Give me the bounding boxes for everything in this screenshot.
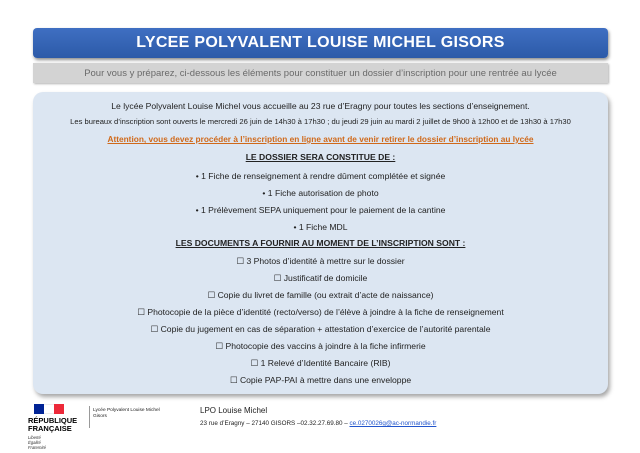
- french-flag-icon: [34, 404, 64, 414]
- subtitle-bar: [33, 63, 608, 83]
- lycee-caption-line: Lycée Polyvalent Louise Michel: [93, 408, 160, 413]
- address-text: 23 rue d’Eragny – 27140 GISORS –02.32.27.69.80 –: [200, 420, 348, 427]
- school-name: LPO Louise Michel: [200, 406, 268, 415]
- dossier-heading: LE DOSSIER SERA CONSTITUE DE :: [245, 152, 396, 162]
- dossier-item: • 1 Fiche autorisation de photo: [262, 188, 379, 198]
- document-item: ☐ Copie du livret de famille (ou extrait d’acte de naissance): [207, 290, 434, 300]
- motto-egalite: Égalité: [28, 440, 41, 445]
- info-panel: [33, 92, 608, 394]
- warning-text: Attention, vous devez procéder à l’inscription en ligne avant de venir retirer le dossier d’inscription au lycée: [107, 134, 534, 144]
- page-title-banner: [33, 28, 608, 58]
- document-item: ☐ Copie du jugement en cas de séparation + attestation d’exercice de l’autorité parentale: [150, 324, 491, 334]
- motto-liberte: Liberté: [28, 435, 41, 440]
- documents-heading: LES DOCUMENTS A FOURNIR AU MOMENT DE L’INSCRIPTION SONT :: [175, 238, 466, 248]
- footer-divider: [89, 406, 90, 428]
- republique-label: RÉPUBLIQUE: [28, 416, 78, 425]
- email-link[interactable]: ce.0270026g@ac-normandie.fr: [349, 420, 437, 427]
- document-item: ☐ Copie PAP-PAI à mettre dans une enveloppe: [229, 375, 412, 385]
- document-item: ☐ 1 Relevé d’Identité Bancaire (RIB): [250, 358, 391, 368]
- document-item: ☐ Photocopie de la pièce d’identité (recto/verso) de l’élève à joindre à la fiche de renseignement: [137, 307, 504, 317]
- subtitle-text: Pour vous y préparez, ci-dessous les éléments pour constituer un dossier d’inscription pour une rentrée au lycée: [84, 67, 557, 79]
- document-item: ☐ Photocopie des vaccins à joindre à la fiche infirmerie: [215, 341, 426, 351]
- dossier-item: • 1 Fiche de renseignement à rendre dûment complétée et signée: [195, 171, 446, 181]
- page-title: LYCEE POLYVALENT LOUISE MICHEL GISORS: [136, 34, 505, 51]
- francaise-label: FRANÇAISE: [28, 424, 72, 433]
- republique-francaise-logo: [28, 404, 77, 450]
- intro-text: Le lycée Polyvalent Louise Michel vous accueille au 23 rue d’Eragny pour toutes les sections d’enseignement.: [111, 101, 530, 111]
- lycee-caption: [93, 408, 163, 420]
- lycee-caption-line: Gisors: [93, 414, 107, 419]
- dossier-item: • 1 Fiche MDL: [293, 222, 348, 232]
- document-item: ☐ Justificatif de domicile: [273, 273, 368, 283]
- opening-hours: Les bureaux d’inscription sont ouverts le mercredi 26 juin de 14h30 à 17h30 ; du jeudi 29 juin au mardi 2 juillet de 9h00 à 12h00 et de 13h30 à 17h30: [70, 117, 571, 126]
- school-address: [200, 420, 436, 427]
- motto-fraternite: Fraternité: [28, 445, 46, 450]
- dossier-item: • 1 Prélèvement SEPA uniquement pour le paiement de la cantine: [195, 205, 446, 215]
- document-item: ☐ 3 Photos d’identité à mettre sur le dossier: [236, 256, 405, 266]
